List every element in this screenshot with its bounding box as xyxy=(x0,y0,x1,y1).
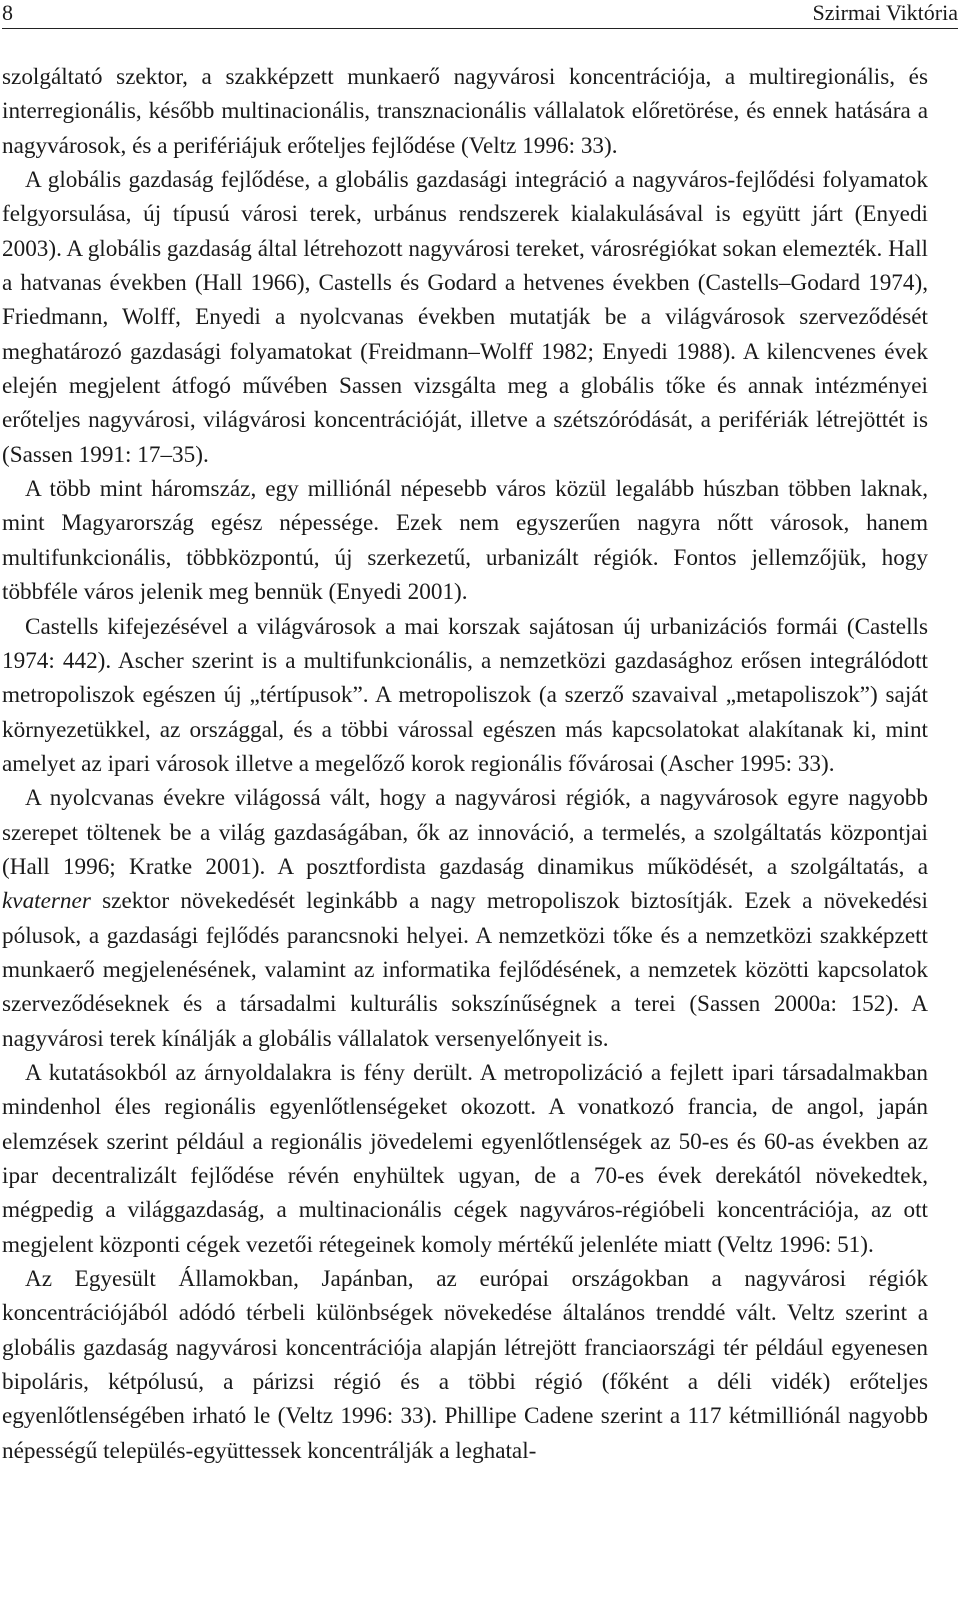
running-head-author: Szirmai Viktória xyxy=(812,0,958,25)
paragraph: A több mint háromszáz, egy milliónál népesebb város közül legalább húszban többen laknak, mint Magyarország egész népessége. Ezek nem egyszerűen nagyra nőtt városok, hanem multifunkcionális, többközpontú, új szerkezetű, urbanizált régiók. Fontos jellemzőjük, hogy többféle város jelenik meg bennük (Enyedi 2001). xyxy=(2,476,928,606)
paragraph xyxy=(2,781,928,1056)
paragraph: Castells kifejezésével a világvárosok a mai korszak sajátosan új urbanizációs formái (Castells 1974: 442). Ascher szerint is a multifunkcionális, a nemzetközi gazdasághoz erősen integrálódott metropoliszok egészen új „tértípusok”. A metropoliszok (a szerző szavaival „metapoliszok”) saját környezetükkel, az országgal, és a többi várossal egészen más kapcsolatokat alakítanak ki, mint amelyet az ipari városok illetve a megelőző korok regionális fővárosai (Ascher 1995: 33). xyxy=(2,613,928,777)
paragraph: A globális gazdaság fejlődése, a globális gazdasági integráció a nagyváros-fejlődési folyamatok felgyorsulása, új típusú városi terek, urbánus rendszerek kialakulásával is együtt járt (Enyedi 2003). A globális gazdaság által létrehozott nagyvárosi tereket, városrégiókat sokan elemezték. Hall a hatvanas években (Hall 1966), Castells és Godard a hetvenes években (Castells–Godard 1974), Friedmann, Wolff, Enyedi a nyolcvanas években mutatják be a világvárosok szerveződését meghatározó gazdasági folyamatokat (Freidmann–Wolff 1982; Enyedi 1988). A kilencvenes évek elején megjelent átfogó művében Sassen vizsgálta meg a globális tőke és annak intézményei erőteljes nagyvárosi, világvárosi koncentrációját, illetve a szétszóródását, a perifériák létrejöttét is (Sassen 1991: 17–35). xyxy=(2,167,928,468)
paragraph-continued: szolgáltató szektor, a szakképzett munkaerő nagyvárosi koncentrációja, a multiregionális, és interregionális, később multinacionális, transznacionális vállalatok előretörése, és ennek hatására a nagyvárosok, és a perifériájuk erőteljes fejlődése (Veltz 1996: 33). xyxy=(2,64,928,159)
body-text xyxy=(2,60,928,1468)
paragraph: A kutatásokból az árnyoldalakra is fény derült. A metropolizáció a fejlett ipari társadalmakban mindenhol éles regionális egyenlőtlenségeket okozott. A vonatkozó francia, de angol, japán elemzések szerint például a regionális jövedelemi egyenlőtlenségek az 50-es és 60-as években az ipar decentralizált fejlődése révén enyhültek ugyan, de a 70-es évek derekától növekedtek, mégpedig a világgazdaság, a multinacionális cégek nagyváros-régióbeli koncentrációja, az ott megjelent központi cégek vezetői rétegeinek komoly mértékű jelenléte miatt (Veltz 1996: 51). xyxy=(2,1059,928,1258)
paragraph: Az Egyesült Államokban, Japánban, az európai országokban a nagyvárosi régiók koncentrációjából adódó térbeli különbségek növekedése általános trenddé vált. Veltz szerint a globális gazdaság nagyvárosi koncentrációja alapján létrejött franciaországi tér például egyenesen bipoláris, kétpólusú, a párizsi régió és a többi régió (főként a déli vidék) erőteljes egyenlőtlenségében irható le (Veltz 1996: 33). Phillipe Cadene szerint a 117 kétmilliónál nagyobb népességű település-együttessek koncentrálják a leghatal- xyxy=(2,1266,928,1464)
page-number: 8 xyxy=(2,0,13,25)
italic-term: kvaterner xyxy=(2,888,91,915)
running-header xyxy=(2,0,958,29)
paragraph-text: A nyolcvanas évekre világossá vált, hogy a nagyvárosi régiók, a nagyvárosok egyre nagyobb szerepet töltenek be a világ gazdaságában, ők az innováció, a termelés, a szolgáltatás központjai (Hall 1996; Kratke 2001). A posztfordista gazdaság dinamikus működését, a szolgáltatás, a xyxy=(2,785,928,880)
paragraph-text: szektor növekedését leginkább a nagy metropoliszok biztosítják. Ezek a növekedési pólusok, a gazdasági fejlődés parancsnoki helyei. A nemzetközi tőke és a nemzetközi szakképzett munkaerő megjelenésének, valamint az informatika fejlődésének, a nemzetek közötti kapcsolatok szerveződéseknek és a társadalmi kulturális sokszínűségnek a terei (Sassen 2000a: 152). A nagyvárosi terek kínálják a globális vállalatok versenyelőnyeit is. xyxy=(2,888,928,1052)
